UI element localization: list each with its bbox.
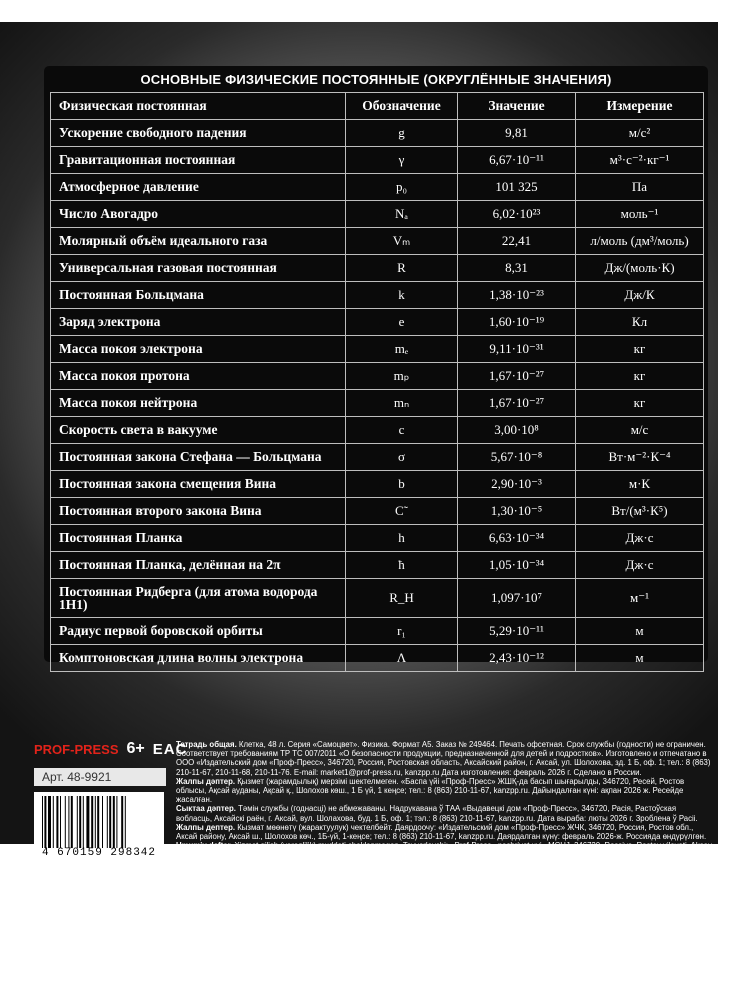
barcode-bar xyxy=(44,796,46,848)
constant-value: 8,31 xyxy=(457,255,575,281)
constant-value: 1,38·10⁻²³ xyxy=(457,282,575,308)
constant-name: Масса покоя нейтрона xyxy=(59,395,198,410)
constant-unit: Вт/(м³·К⁵) xyxy=(575,498,703,524)
header-value: Значение xyxy=(457,93,575,119)
barcode-bar xyxy=(68,796,69,848)
info-label: Сыктаа дәптер. xyxy=(176,804,236,814)
constant-name: Комптоновская длина волны электрона xyxy=(59,650,304,665)
age-rating: 6+ xyxy=(126,740,145,757)
constant-symbol: mₑ xyxy=(345,336,457,362)
constant-symbol: h xyxy=(345,525,457,551)
constant-unit: кг xyxy=(575,363,703,389)
constant-symbol: b xyxy=(345,471,457,497)
table-row xyxy=(51,444,703,471)
constants-table xyxy=(50,92,704,672)
constant-symbol: g xyxy=(345,120,457,146)
constant-unit: Па xyxy=(575,174,703,200)
barcode-bar xyxy=(102,796,103,848)
constant-value: 101 325 xyxy=(457,174,575,200)
table-row xyxy=(51,390,703,417)
constant-value: 1,60·10⁻¹⁹ xyxy=(457,309,575,335)
constant-symbol: e xyxy=(345,309,457,335)
barcode-bar xyxy=(53,796,54,848)
header-constant: Физическая постоянная xyxy=(59,98,207,113)
constant-unit: кг xyxy=(575,336,703,362)
constant-name: Постоянная Больцмана xyxy=(59,287,204,302)
constant-unit: м⁻¹ xyxy=(575,579,703,617)
constant-value: 1,67·10⁻²⁷ xyxy=(457,390,575,416)
info-paragraph xyxy=(176,823,712,841)
constant-name: Постоянная закона смещения Вина xyxy=(59,476,277,491)
constant-name: Постоянная второго закона Вина xyxy=(59,503,262,518)
constant-value: 1,05·10⁻³⁴ xyxy=(457,552,575,578)
constant-name: Молярный объём идеального газа xyxy=(59,233,268,248)
constant-symbol: Vₘ xyxy=(345,228,457,254)
constant-unit: Дж/(моль·К) xyxy=(575,255,703,281)
constant-value: 2,90·10⁻³ xyxy=(457,471,575,497)
constant-unit: Кл xyxy=(575,309,703,335)
constant-name: Масса покоя протона xyxy=(59,368,190,383)
info-paragraph xyxy=(176,841,712,869)
barcode xyxy=(34,792,164,862)
barcode-number: 4 670159 298342 xyxy=(41,847,157,859)
barcode-bar xyxy=(121,796,123,848)
barcode-bar xyxy=(116,796,117,848)
constant-value: 6,02·10²³ xyxy=(457,201,575,227)
brand-block xyxy=(34,740,187,758)
barcode-bar xyxy=(77,796,78,848)
constant-unit: м/с² xyxy=(575,120,703,146)
table-row xyxy=(51,255,703,282)
constant-unit: м·К xyxy=(575,471,703,497)
table-header-row xyxy=(51,93,703,120)
constant-name: Число Авогадро xyxy=(59,206,159,221)
constant-name: Гравитационная постоянная xyxy=(59,152,236,167)
barcode-bar xyxy=(48,796,51,848)
notebook-cover xyxy=(0,22,718,844)
constant-symbol: γ xyxy=(345,147,457,173)
constant-unit: м³·с⁻²·кг⁻¹ xyxy=(575,147,703,173)
barcode-bar xyxy=(125,796,126,848)
info-label: Жалпы дептер. xyxy=(176,822,236,832)
barcode-bars xyxy=(42,796,156,848)
table-row xyxy=(51,228,703,255)
constants-table-panel xyxy=(44,66,708,665)
constant-value: 1,67·10⁻²⁷ xyxy=(457,363,575,389)
constant-value: 22,41 xyxy=(457,228,575,254)
constant-value: 6,67·10⁻¹¹ xyxy=(457,147,575,173)
constant-symbol: R_H xyxy=(345,579,457,617)
table-row xyxy=(51,498,703,525)
barcode-bar xyxy=(71,796,73,848)
constant-value: 2,43·10⁻¹² xyxy=(457,645,575,671)
constant-name: Универсальная газовая постоянная xyxy=(59,260,277,275)
constant-name: Постоянная Планка xyxy=(59,530,183,545)
barcode-bar xyxy=(95,796,96,848)
info-text: Тәмін службы (годнасці) не абмежаваны. Надрукавана ў ТАА «Выдавецкі дом «Проф-Пресс», 346720, Расія, Растоўская вобласць, Аксайскі раён, г. Аксай, вул. Шолахова, буд. 1 Б, оф. 1; тэл.: 8 (863) 210-11-67, kanzpp.ru. Дата выраба: люты 2026 г. Зроблена ў Расіі. xyxy=(176,804,698,823)
constant-name: Заряд электрона xyxy=(59,314,161,329)
info-label: Тетрадь общая. xyxy=(176,740,237,749)
constant-value: 1,097·10⁷ xyxy=(457,579,575,617)
table-row xyxy=(51,645,703,672)
constant-symbol: c xyxy=(345,417,457,443)
info-text: Xizmat qilish (yaroqlilik) muddati cheklanmagan. Tayyorlovchi: «Prof-Press» nashriyot uyi» MCHJ, 346720, Rossiya, Rostov viloyati, Aksay tumani, Aksay shahri, Sholoxov ko'chasi, 1 B uy, 1-ofis. Tel.: 8 (863) 210-11-67, kanzpp.ru. Tayyorlangan sanasi: 2026-yil fevral. Rossiyada ishlab chiqarilgan. xyxy=(176,841,712,869)
constant-name: Радиус первой боровской орбиты xyxy=(59,623,263,638)
constant-value: 1,30·10⁻⁵ xyxy=(457,498,575,524)
table-row xyxy=(51,174,703,201)
info-paragraph xyxy=(176,740,712,777)
table-row xyxy=(51,552,703,579)
table-row xyxy=(51,309,703,336)
constant-symbol: p₀ xyxy=(345,174,457,200)
constant-name: Ускорение свободного падения xyxy=(59,125,247,140)
constant-symbol: k xyxy=(345,282,457,308)
eac-mark: EAC xyxy=(152,740,188,758)
constant-unit: л/моль (дм³/моль) xyxy=(575,228,703,254)
table-row xyxy=(51,525,703,552)
constant-symbol: Nₐ xyxy=(345,201,457,227)
table-row xyxy=(51,336,703,363)
constant-value: 9,11·10⁻³¹ xyxy=(457,336,575,362)
barcode-bar xyxy=(83,796,84,848)
constant-symbol: σ xyxy=(345,444,457,470)
constant-symbol: mₙ xyxy=(345,390,457,416)
barcode-bar xyxy=(97,796,99,848)
constant-unit: м xyxy=(575,645,703,671)
table-row xyxy=(51,618,703,645)
info-text: Клетка, 48 л. Серия «Самоцвет». Физика. Формат А5. Заказ № 249464. Печать офсетная. Срок службы (годности) не ограничен. Соответствует требованиям ТР ТС 007/2011 «О безопасности продукции, предназначенной для детей и подростков». Изготовлено и отпечатано в ООО «Издательский дом «Проф-Пресс», 346720, Россия, Ростовская область, Аксайский район, г. Аксай, ул. Шолохова, зд. 1 Б, оф. 1; тел.: 8 (863) 210-11-67, 210-11-68, 210-11-76. E-mail: market1@prof-press.ru, kanzpp.ru Дата изготовления: февраль 2026 г. Сделано в России. xyxy=(176,740,711,777)
constant-name: Постоянная Ридберга (для атома водорода 1H1) xyxy=(59,584,318,612)
product-info-text xyxy=(176,740,712,870)
constant-symbol: ħ xyxy=(345,552,457,578)
constant-name: Постоянная закона Стефана — Больцмана xyxy=(59,449,322,464)
table-row xyxy=(51,471,703,498)
table-row xyxy=(51,579,703,618)
info-paragraph xyxy=(176,777,712,805)
constant-unit: Дж·с xyxy=(575,525,703,551)
barcode-bar xyxy=(79,796,81,848)
constant-unit: Дж·с xyxy=(575,552,703,578)
constant-unit: кг xyxy=(575,390,703,416)
constant-name: Атмосферное давление xyxy=(59,179,199,194)
constant-value: 5,29·10⁻¹¹ xyxy=(457,618,575,644)
constant-unit: Дж/К xyxy=(575,282,703,308)
table-row xyxy=(51,120,703,147)
barcode-bar xyxy=(42,796,43,848)
barcode-bar xyxy=(65,796,66,848)
barcode-bar xyxy=(56,796,58,848)
info-paragraph xyxy=(176,804,712,822)
table-row xyxy=(51,363,703,390)
constant-symbol: R xyxy=(345,255,457,281)
barcode-bar xyxy=(109,796,111,848)
constant-symbol: r₁ xyxy=(345,618,457,644)
constant-value: 5,67·10⁻⁸ xyxy=(457,444,575,470)
constant-unit: м xyxy=(575,618,703,644)
constant-unit: м/с xyxy=(575,417,703,443)
info-text: Қызмет (жарамдылық) мерзімі шектелмеген. «Баспа үйі «Проф-Пресс» ЖШҚ-да басып шығарылды, 346720, Ресей, Ростов облысы, Ақсай ауданы, Ақсай қ., Шолохов көш., 1 Б үй, 1 кеңсе; тел.: 8 (863) 210-11-67, kanzpp.ru. Дайындалған күні: ақпан 2026 ж. Ресейде жасалған. xyxy=(176,776,685,805)
barcode-bar xyxy=(86,796,89,848)
barcode-bar xyxy=(107,796,108,848)
constant-symbol: C˜ xyxy=(345,498,457,524)
brand-logo: PROF-PRESS xyxy=(34,741,119,757)
table-row xyxy=(51,417,703,444)
barcode-bar xyxy=(113,796,115,848)
constant-name: Скорость света в вакууме xyxy=(59,422,218,437)
barcode-bar xyxy=(60,796,61,848)
header-symbol: Обозначение xyxy=(345,93,457,119)
constant-name: Постоянная Планка, делённая на 2π xyxy=(59,557,281,572)
constant-value: 3,00·10⁸ xyxy=(457,417,575,443)
info-label: Umumiy daftar. xyxy=(176,841,233,851)
constant-unit: Вт·м⁻²·К⁻⁴ xyxy=(575,444,703,470)
constant-value: 6,63·10⁻³⁴ xyxy=(457,525,575,551)
info-label: Жалпы дәптер. xyxy=(176,776,236,786)
table-row xyxy=(51,282,703,309)
header-unit: Измерение xyxy=(575,93,703,119)
constant-symbol: Λ xyxy=(345,645,457,671)
constant-name: Масса покоя электрона xyxy=(59,341,203,356)
constant-unit: моль⁻¹ xyxy=(575,201,703,227)
constant-value: 9,81 xyxy=(457,120,575,146)
table-row xyxy=(51,201,703,228)
constant-symbol: mₚ xyxy=(345,363,457,389)
info-text: Кызмат мөөнөтү (жарактуулук) чектелбейт. Даярдоочу: «Издательский дом «Проф-Пресс» ЖЧК, 346720, Россия, Ростов обл., Аксай району, Аксай ш., Шолохов көч., 1Б-үй, 1-кеңсе; тел.: 8 (863) 210-11-67, kanzpp.ru. Даярдалган күнү: февраль 2026-ж. Россияда өндүрүлгөн. xyxy=(176,822,707,842)
table-title: ОСНОВНЫЕ ФИЗИЧЕСКИЕ ПОСТОЯННЫЕ (ОКРУГЛЁННЫЕ ЗНАЧЕНИЯ) xyxy=(140,71,612,87)
article-number: Арт. 48-9921 xyxy=(34,768,166,786)
table-row xyxy=(51,147,703,174)
barcode-bar xyxy=(91,796,93,848)
